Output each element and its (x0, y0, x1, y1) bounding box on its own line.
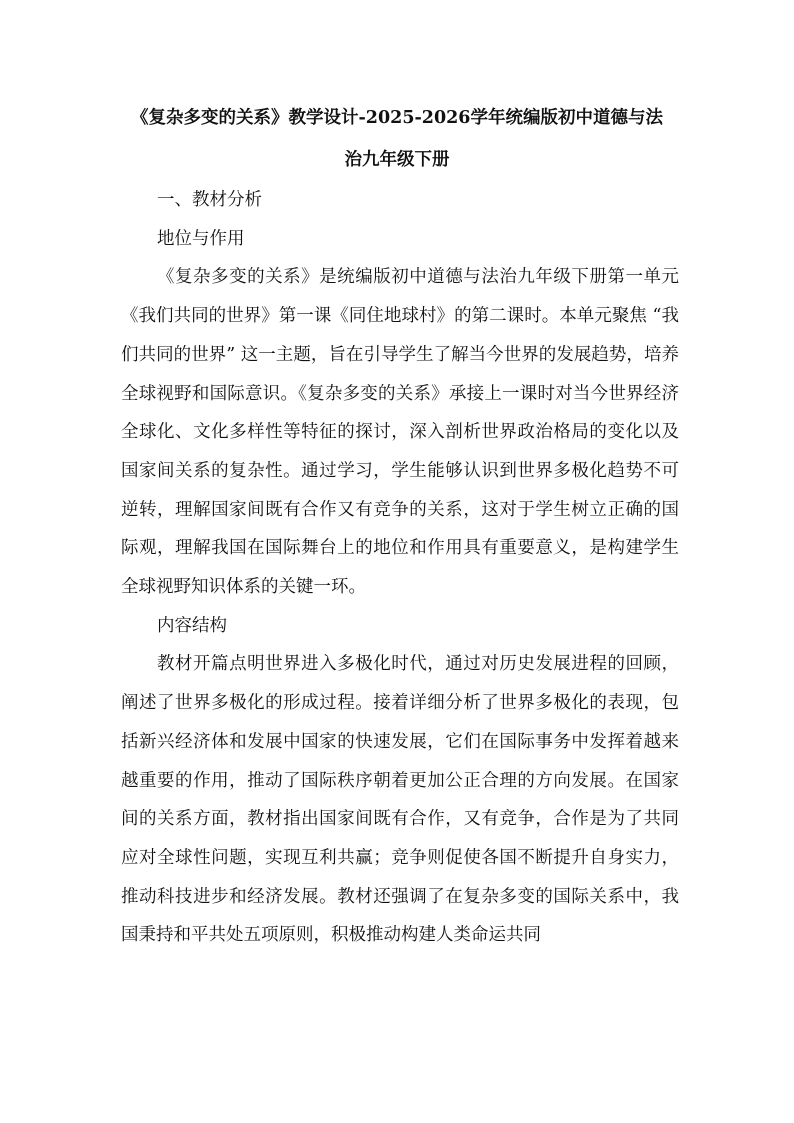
paragraph-position-and-role: 《复杂多变的关系》是统编版初中道德与法治九年级下册第一单元《我们共同的世界》第一课《同住地球村》的第二课时。本单元聚焦 “我们共同的世界” 这一主题，旨在引导学生了解当今世界的发展趋势，培养全球视野和国际意识。《复杂多变的关系》承接上一课时对当今世界经济全球化、文化多样性等特征的探讨，深入剖析世界政治格局的变化以及国家间关系的复杂性。通过学习，学生能够认识到世界多极化趋势不可逆转，理解国家间既有合作又有竞争的关系，这对于学生树立正确的国际观，理解我国在国际舞台上的地位和作用具有重要意义，是构建学生全球视野知识体系的关键一环。 (121, 267, 679, 598)
document-title (90, 97, 704, 181)
title-line-2: 治九年级下册 (344, 150, 450, 170)
section-heading-textbook-analysis: 一、教材分析 (157, 190, 262, 210)
subheading-content-structure: 内容结构 (157, 615, 227, 636)
title-line-1: 《复杂多变的关系》教学设计-2025-2026学年统编版初中道德与法 (131, 108, 663, 128)
document-body (121, 181, 679, 955)
subheading-position-and-role: 地位与作用 (157, 228, 245, 249)
paragraph-content-structure: 教材开篇点明世界进入多极化时代，通过对历史发展进程的回顾，阐述了世界多极化的形成过程。接着详细分析了世界多极化的表现，包括新兴经济体和发展中国家的快速发展，它们在国际事务中发挥着越来越重要的作用，推动了国际秩序朝着更加公正合理的方向发展。在国家间的关系方面，教材指出国家间既有合作，又有竞争，合作是为了共同应对全球性问题，实现互利共赢；竞争则促使各国不断提升自身实力，推动科技进步和经济发展。教材还强调了在复杂多变的国际关系中，我国秉持和平共处五项原则，积极推动构建人类命运共同 (121, 654, 679, 946)
